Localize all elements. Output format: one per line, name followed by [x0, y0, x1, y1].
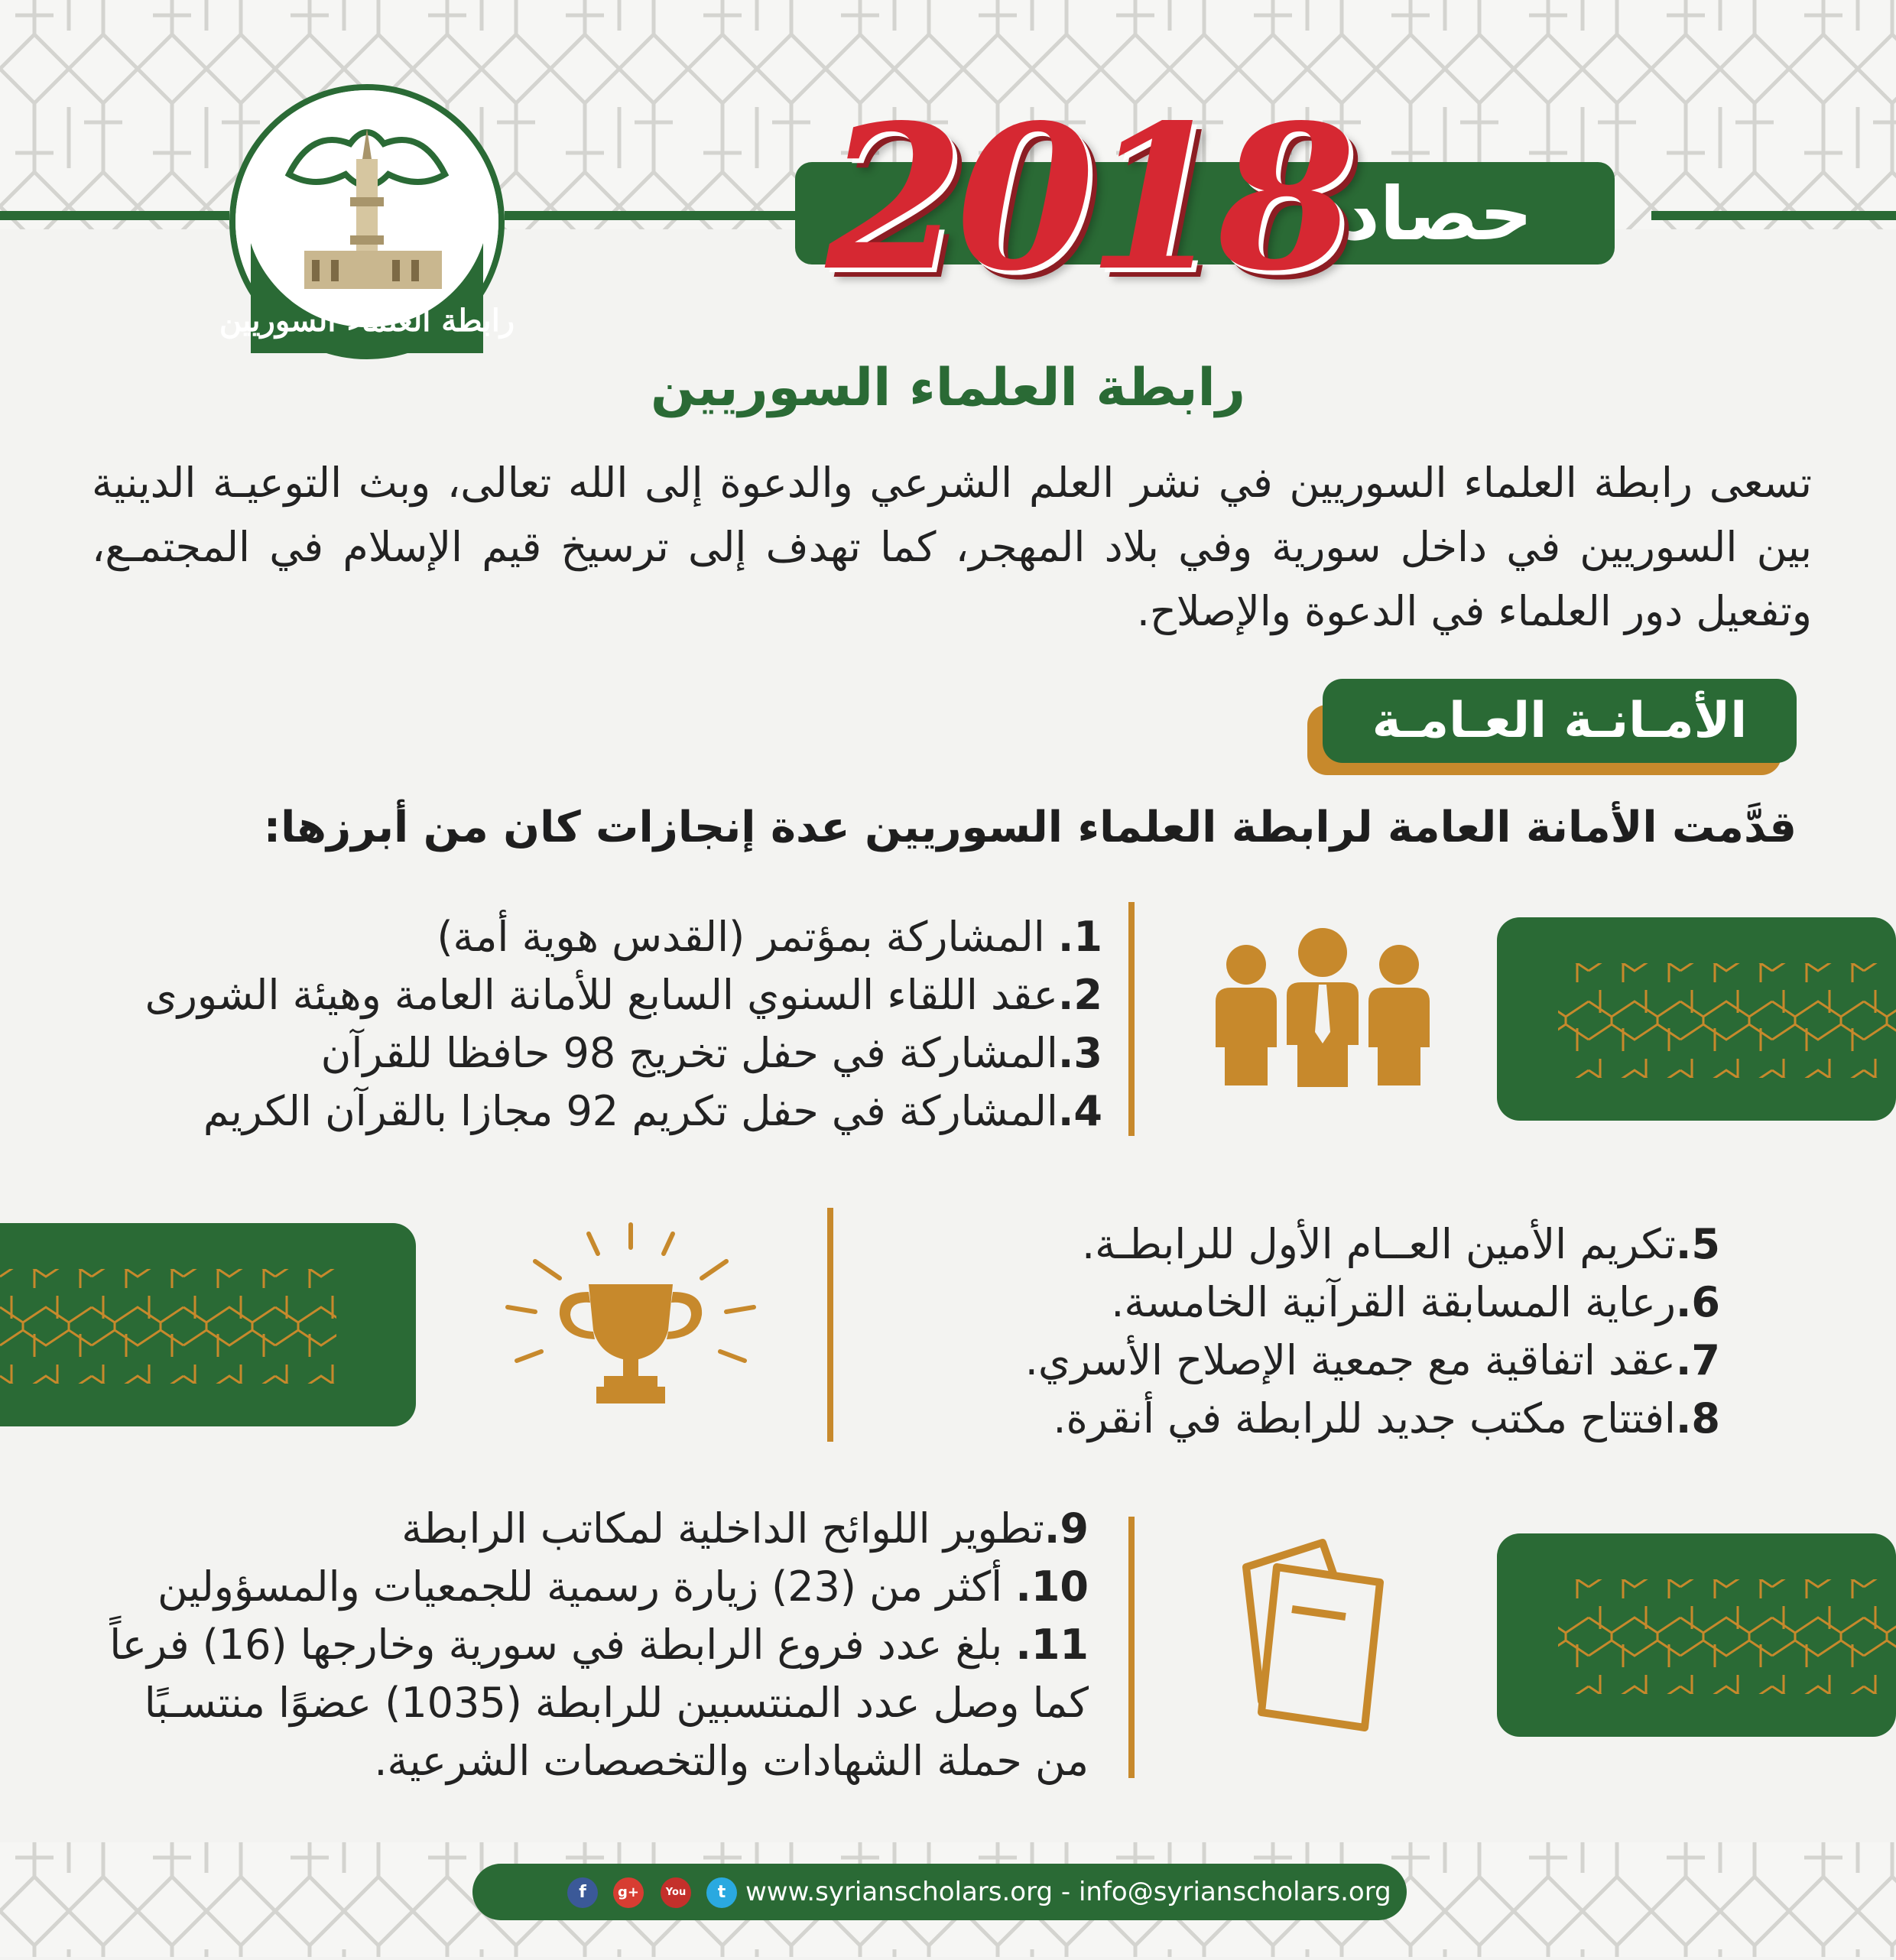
- organization-logo: [219, 84, 515, 359]
- decorative-panel-1: [1497, 917, 1896, 1121]
- year-title: 2018: [826, 82, 1349, 315]
- facebook-icon[interactable]: f: [567, 1877, 598, 1908]
- trophy-icon: [505, 1223, 757, 1414]
- decorative-panel-2: [0, 1223, 416, 1426]
- divider-line-1: [1128, 902, 1135, 1136]
- list-item: 3.المشاركة في حفل تخريج 98 حافظا للقرآن: [320, 1029, 1102, 1077]
- list-item: 11. بلغ عدد فروع الرابطة في سورية وخارجها (16) فرعاً: [109, 1621, 1089, 1669]
- list-item: 1. المشاركة بمؤتمر (القدس هوية أمة): [437, 913, 1102, 961]
- documents-icon: [1231, 1537, 1391, 1735]
- list-item: 5.تكريم الأمين العــام الأول للرابطـة.: [1081, 1220, 1720, 1268]
- list-item: 4.المشاركة في حفل تكريم 92 مجازا بالقرآن الكريم: [203, 1087, 1102, 1135]
- section-heading: الأمـانـة العـامـة: [1323, 679, 1797, 763]
- achievements-list-3: [95, 1500, 1089, 1790]
- section-lead: قدَّمت الأمانة العامة لرابطة العلماء السوريين عدة إنجازات كان من أبرزها:: [263, 803, 1797, 852]
- google-plus-icon[interactable]: g+: [613, 1877, 644, 1908]
- list-item: 2.عقد اللقاء السنوي السابع للأمانة العامة وهيئة الشورى: [144, 971, 1102, 1019]
- organization-title: رابطة العلماء السوريين: [651, 358, 1245, 418]
- intro-paragraph: تسعى رابطة العلماء السوريين في نشر العلم الشرعي والدعوة إلى الله تعالى، وبث التوعيـة الدينية بين السوريين في داخل سورية وفي بلاد المهجر، كما تهدف إلى ترسيخ قيم الإسلام في المجتمـع، وتفعيل دور العلماء في الدعوة والإصلاح.: [92, 459, 1812, 635]
- list-item: 7.عقد اتفاقية مع جمعية الإصلاح الأسري.: [1024, 1336, 1720, 1384]
- youtube-icon[interactable]: You: [661, 1877, 691, 1908]
- logo-emblem-icon: [219, 90, 515, 353]
- achievements-list-1: [109, 908, 1102, 1141]
- harvest-word: حصاد: [1342, 171, 1533, 257]
- list-item: كما وصل عدد المنتسبين للرابطة (1035) عضوًا منتسـبًا: [144, 1679, 1089, 1727]
- list-item: 8.افتتاح مكتب جديد للرابطة في أنقرة.: [1053, 1394, 1720, 1442]
- list-item: 10. أكثر من (23) زيارة رسمية للجمعيات والمسؤولين: [157, 1562, 1089, 1611]
- list-item: 9.تطوير اللوائح الداخلية لمكاتب الرابطة: [401, 1504, 1089, 1553]
- logo-text: رابطة العلماء السوريين: [219, 303, 515, 339]
- header-line-right: [1651, 211, 1896, 220]
- list-item: 6.رعاية المسابقة القرآنية الخامسة.: [1111, 1278, 1720, 1326]
- list-item: من حملة الشهادات والتخصصات الشرعية.: [374, 1737, 1089, 1785]
- header-line-left: [0, 211, 229, 220]
- achievements-list-2: [803, 1215, 1720, 1448]
- decorative-panel-3: [1497, 1533, 1896, 1737]
- divider-line-3: [1128, 1517, 1135, 1778]
- twitter-icon[interactable]: t: [706, 1877, 737, 1908]
- people-icon: [1208, 925, 1437, 1093]
- header-line-mid: [505, 211, 795, 220]
- footer-contact[interactable]: www.syrianscholars.org - info@syrianscholars.org: [745, 1877, 1391, 1907]
